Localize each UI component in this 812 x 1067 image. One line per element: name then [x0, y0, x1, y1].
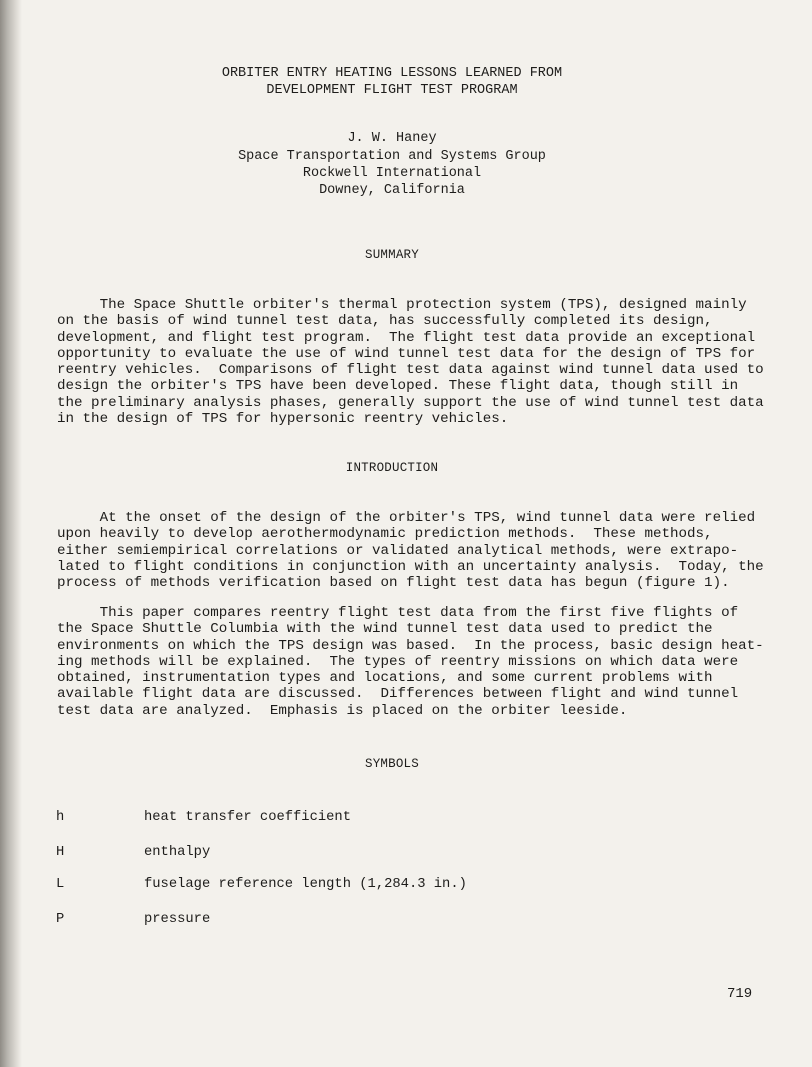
title-line-2: DEVELOPMENT FLIGHT TEST PROGRAM	[266, 83, 518, 98]
symbols-heading: SYMBOLS	[365, 757, 419, 771]
symbol-H: H	[56, 845, 65, 860]
author-company: Rockwell International	[302, 166, 482, 181]
summary-line: in the design of TPS for hypersonic reentry vehicles.	[57, 411, 509, 428]
intro-line: the Space Shuttle Columbia with the wind tunnel test data used to predict the	[57, 621, 713, 638]
title-line-1: ORBITER ENTRY HEATING LESSONS LEARNED FROM	[221, 66, 563, 81]
summary-line: the preliminary analysis phases, generally support the use of wind tunnel test data	[57, 394, 764, 411]
intro-line: This paper compares reentry flight test data from the first five flights of	[57, 605, 739, 621]
symbol-H-definition: enthalpy	[144, 845, 211, 860]
summary-line: opportunity to evaluate the use of wind tunnel test data for the design of TPS for	[57, 345, 756, 362]
symbol-P-definition: pressure	[144, 912, 211, 927]
intro-line: At the onset of the design of the orbiter's TPS, wind tunnel data were relied	[57, 510, 756, 526]
intro-line: process of methods verification based on flight test data has begun (figure 1).	[57, 575, 730, 592]
intro-line: ing methods will be explained. The types of reentry missions on which data were	[57, 653, 739, 670]
summary-line: design the orbiter's TPS have been developed. These flight data, though still in	[57, 378, 739, 395]
introduction-paragraph-2	[57, 605, 764, 719]
introduction-heading: INTRODUCTION	[345, 461, 439, 475]
author-location: Downey, California	[319, 183, 465, 198]
intro-line: environments on which the TPS design was based. In the process, basic design heat-	[57, 637, 764, 654]
summary-paragraph	[57, 297, 764, 428]
intro-line: either semiempirical correlations or validated analytical methods, were extrapo-	[57, 542, 739, 559]
intro-line: obtained, instrumentation types and locations, and some current problems with	[57, 670, 713, 687]
symbol-h: h	[56, 810, 65, 825]
symbol-L: L	[56, 877, 65, 892]
intro-line: lated to flight conditions in conjunction with an uncertainty analysis. Today, the	[57, 558, 764, 575]
summary-line: on the basis of wind tunnel test data, has successfully completed its design,	[57, 313, 713, 330]
summary-line: reentry vehicles. Comparisons of flight test data against wind tunnel data used to	[57, 362, 764, 379]
page-number: 719	[727, 986, 753, 1002]
introduction-paragraph-1	[57, 510, 764, 592]
summary-line: The Space Shuttle orbiter's thermal protection system (TPS), designed mainly	[57, 297, 747, 313]
author-organization: Space Transportation and Systems Group	[238, 149, 546, 164]
summary-line: development, and flight test program. The flight test data provide an exceptional	[57, 329, 756, 346]
intro-line: available flight data are discussed. Differences between flight and wind tunnel	[57, 686, 739, 703]
symbol-P: P	[56, 912, 65, 927]
intro-line: test data are analyzed. Emphasis is placed on the orbiter leeside.	[57, 702, 628, 719]
intro-line: upon heavily to develop aerothermodynamic prediction methods. These methods,	[57, 526, 713, 543]
symbol-h-definition: heat transfer coefficient	[144, 810, 351, 825]
author-name: J. W. Haney	[347, 131, 437, 146]
symbol-L-definition: fuselage reference length (1,284.3 in.)	[144, 877, 467, 892]
summary-heading: SUMMARY	[365, 248, 419, 262]
